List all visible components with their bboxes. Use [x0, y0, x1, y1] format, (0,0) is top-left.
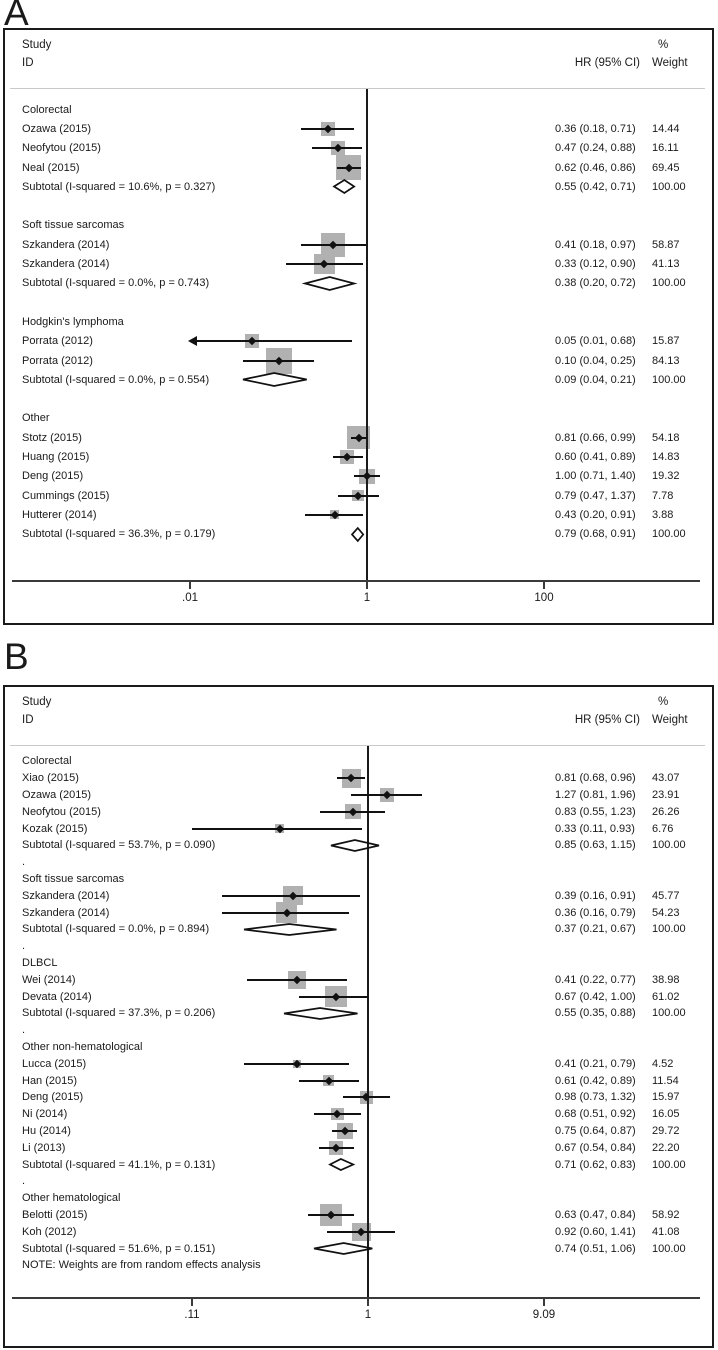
- hr-ci-value: 0.41 (0.22, 0.77): [555, 973, 636, 986]
- study-label: Stotz (2015): [22, 431, 82, 444]
- weight-value: 58.87: [652, 238, 680, 251]
- weight-value: 45.77: [652, 889, 680, 902]
- hr-ci-value: 0.47 (0.24, 0.88): [555, 142, 636, 155]
- weight-value: 100.00: [652, 180, 686, 193]
- x-axis-tick: [543, 1299, 545, 1306]
- subtotal-label: Subtotal (I-squared = 0.0%, p = 0.554): [22, 373, 210, 386]
- study-row: [0, 467, 718, 486]
- header-separator: [10, 88, 705, 89]
- study-row: [0, 988, 718, 1005]
- study-row: [0, 820, 718, 837]
- spacer-row: [0, 293, 718, 312]
- hr-ci-value: 0.62 (0.46, 0.86): [555, 161, 636, 174]
- subtotal-row: [0, 837, 718, 854]
- col-header-weight: Weight: [652, 57, 688, 69]
- study-row: [0, 254, 718, 273]
- section-label: Hodgkin's lymphoma: [22, 315, 124, 328]
- weight-value: 11.54: [652, 1074, 679, 1087]
- x-axis-tick-label: 100: [534, 592, 554, 604]
- pooled-diamond: [241, 372, 309, 387]
- hr-ci-value: 0.36 (0.16, 0.79): [555, 906, 636, 919]
- col-header-hr-ci: HR (95% CI): [574, 57, 640, 69]
- study-label: Devata (2014): [22, 990, 92, 1003]
- study-row: [0, 235, 718, 254]
- weight-value: 15.87: [652, 335, 680, 348]
- weight-value: 19.32: [652, 470, 680, 483]
- subtotal-label: Subtotal (I-squared = 41.1%, p = 0.131): [22, 1158, 216, 1171]
- spacer-row: [0, 1173, 718, 1190]
- hr-ci-value: 1.00 (0.71, 1.40): [555, 470, 636, 483]
- subtotal-label: Subtotal (I-squared = 51.6%, p = 0.151): [22, 1242, 216, 1255]
- dot-label: .: [22, 856, 26, 869]
- weight-value: 16.05: [652, 1108, 680, 1121]
- forest-panel-a: [0, 28, 718, 625]
- weight-value: 100.00: [652, 528, 686, 541]
- study-label: Szkandera (2014): [22, 258, 110, 271]
- hr-ci-value: 0.05 (0.01, 0.68): [555, 335, 636, 348]
- weight-value: 54.18: [652, 431, 680, 444]
- study-row: [0, 1072, 718, 1089]
- study-row: [0, 1055, 718, 1072]
- hr-ci-value: 0.43 (0.20, 0.91): [555, 508, 636, 521]
- study-label: Ozawa (2015): [22, 788, 92, 801]
- study-row: [0, 770, 718, 787]
- section-label: Colorectal: [22, 103, 72, 116]
- study-row: [0, 447, 718, 466]
- pooled-diamond: [329, 839, 381, 852]
- spacer-row: [0, 196, 718, 215]
- hr-ci-value: 0.41 (0.21, 0.79): [555, 1057, 636, 1070]
- panel-a-label: A: [4, 0, 29, 33]
- x-axis-tick: [189, 582, 191, 589]
- weight-value: 38.98: [652, 973, 680, 986]
- study-label: Deng (2015): [22, 1091, 84, 1104]
- hr-ci-value: 0.33 (0.12, 0.90): [555, 258, 636, 271]
- study-label: Deng (2015): [22, 470, 84, 483]
- hr-ci-value: 0.33 (0.11, 0.93): [555, 822, 635, 835]
- subtotal-row: [0, 921, 718, 938]
- study-row: [0, 904, 718, 921]
- section-header-row: [0, 216, 718, 235]
- x-axis-tick: [191, 1299, 193, 1306]
- x-axis-line: [12, 1297, 700, 1299]
- weight-value: 7.78: [652, 489, 674, 502]
- study-row: [0, 486, 718, 505]
- study-label: Szkandera (2014): [22, 889, 110, 902]
- hr-ci-value: 0.09 (0.04, 0.21): [555, 373, 636, 386]
- pooled-diamond: [332, 179, 356, 194]
- study-label: Kozak (2015): [22, 822, 88, 835]
- hr-ci-value: 0.79 (0.47, 1.37): [555, 489, 636, 502]
- hr-ci-value: 0.68 (0.51, 0.92): [555, 1108, 636, 1121]
- subtotal-row: [0, 525, 718, 544]
- study-label: Xiao (2015): [22, 772, 79, 785]
- dot-label: .: [22, 1175, 26, 1188]
- study-row: [0, 1139, 718, 1156]
- weight-value: 6.76: [652, 822, 674, 835]
- section-label: Soft tissue sarcomas: [22, 219, 125, 232]
- study-label: Szkandera (2014): [22, 238, 110, 251]
- spacer-row: [0, 854, 718, 871]
- study-label: Neal (2015): [22, 161, 80, 174]
- hr-ci-value: 0.67 (0.42, 1.00): [555, 990, 636, 1003]
- study-label: Han (2015): [22, 1074, 78, 1087]
- hr-ci-value: 0.74 (0.51, 1.06): [555, 1242, 636, 1255]
- hr-ci-value: 0.61 (0.42, 0.89): [555, 1074, 636, 1087]
- study-label: Belotti (2015): [22, 1208, 88, 1221]
- study-label: Ni (2014): [22, 1108, 68, 1121]
- hr-ci-value: 0.10 (0.04, 0.25): [555, 354, 636, 367]
- weight-value: 54.23: [652, 906, 680, 919]
- study-label: Szkandera (2014): [22, 906, 110, 919]
- col-header-study: Study: [22, 696, 52, 708]
- pooled-diamond: [242, 923, 339, 936]
- x-axis-tick-label: .01: [182, 592, 198, 604]
- hr-ci-value: 0.63 (0.47, 0.84): [555, 1208, 636, 1221]
- hr-ci-value: 0.98 (0.73, 1.32): [555, 1091, 636, 1104]
- x-axis-tick: [543, 582, 545, 589]
- note-row: [0, 1257, 718, 1274]
- weight-value: 14.44: [652, 122, 680, 135]
- study-label: Li (2013): [22, 1141, 66, 1154]
- pooled-diamond: [328, 1158, 355, 1171]
- x-axis-tick-label: 1: [363, 592, 371, 604]
- col-header-weight: Weight: [652, 714, 688, 726]
- subtotal-label: Subtotal (I-squared = 37.3%, p = 0.206): [22, 1007, 216, 1020]
- weight-value: 100.00: [652, 839, 686, 852]
- study-row: [0, 971, 718, 988]
- weight-value: 4.52: [652, 1057, 674, 1070]
- x-axis-tick: [367, 1299, 369, 1306]
- hr-ci-value: 0.60 (0.41, 0.89): [555, 450, 636, 463]
- col-header-study: Study: [22, 39, 52, 51]
- subtotal-label: Subtotal (I-squared = 53.7%, p = 0.090): [22, 839, 216, 852]
- study-label: Hu (2014): [22, 1124, 71, 1137]
- weight-value: 100.00: [652, 1242, 686, 1255]
- study-label: Wei (2014): [22, 973, 76, 986]
- section-label: Other: [22, 412, 50, 425]
- section-label: Other hematological: [22, 1192, 121, 1205]
- study-row: [0, 803, 718, 820]
- study-label: Lucca (2015): [22, 1057, 87, 1070]
- study-label: Cummings (2015): [22, 489, 110, 502]
- study-label: Koh (2012): [22, 1225, 77, 1238]
- section-header-row: [0, 871, 718, 888]
- study-label: Neofytou (2015): [22, 142, 101, 155]
- section-label: Colorectal: [22, 755, 72, 768]
- forest-panel-b: [0, 685, 718, 1348]
- section-header-row: [0, 100, 718, 119]
- study-row: [0, 158, 718, 177]
- study-row: [0, 1223, 718, 1240]
- pooled-diamond: [312, 1242, 374, 1255]
- weight-value: 41.13: [652, 258, 680, 271]
- section-label: Soft tissue sarcomas: [22, 872, 125, 885]
- section-header-row: [0, 409, 718, 428]
- section-header-row: [0, 753, 718, 770]
- weight-value: 41.08: [652, 1225, 680, 1238]
- hr-ci-value: 0.39 (0.16, 0.91): [555, 889, 636, 902]
- pooled-diamond: [350, 527, 365, 542]
- weight-value: 29.72: [652, 1124, 680, 1137]
- weight-value: 3.88: [652, 508, 674, 521]
- weight-value: 61.02: [652, 990, 680, 1003]
- ci-clipped-arrow-icon: [188, 336, 197, 346]
- hr-ci-value: 0.55 (0.35, 0.88): [555, 1007, 636, 1020]
- subtotal-label: Subtotal (I-squared = 0.0%, p = 0.743): [22, 277, 210, 290]
- study-label: Porrata (2012): [22, 335, 93, 348]
- weight-value: 100.00: [652, 1158, 686, 1171]
- col-header-id: ID: [22, 714, 34, 726]
- weight-value: 100.00: [652, 1007, 686, 1020]
- x-axis-tick-label: 1: [364, 1309, 372, 1321]
- hr-ci-value: 0.37 (0.21, 0.67): [555, 923, 636, 936]
- hr-ci-value: 0.75 (0.64, 0.87): [555, 1124, 636, 1137]
- study-row: [0, 119, 718, 138]
- section-label: DLBCL: [22, 956, 58, 969]
- study-row: [0, 332, 718, 351]
- weight-value: 69.45: [652, 161, 680, 174]
- hr-ci-value: 1.27 (0.81, 1.96): [555, 788, 636, 801]
- rows-container: [0, 753, 718, 1274]
- weight-value: 100.00: [652, 277, 686, 290]
- x-axis-tick-label: 9.09: [532, 1309, 556, 1321]
- weight-value: 15.97: [652, 1091, 680, 1104]
- subtotal-label: Subtotal (I-squared = 10.6%, p = 0.327): [22, 180, 216, 193]
- subtotal-row: [0, 1240, 718, 1257]
- panel-b-label: B: [4, 636, 29, 677]
- rows-container: [0, 100, 718, 544]
- hr-ci-value: 0.36 (0.18, 0.71): [555, 122, 636, 135]
- study-row: [0, 887, 718, 904]
- hr-ci-value: 0.81 (0.68, 0.96): [555, 772, 636, 785]
- hr-ci-value: 0.92 (0.60, 1.41): [555, 1225, 636, 1238]
- header-separator: [10, 745, 705, 746]
- weight-value: 16.11: [652, 142, 679, 155]
- weight-value: 22.20: [652, 1141, 680, 1154]
- x-axis-tick-label: .11: [184, 1309, 200, 1321]
- hr-ci-value: 0.83 (0.55, 1.23): [555, 805, 636, 818]
- weight-value: 100.00: [652, 373, 686, 386]
- pooled-diamond: [282, 1007, 360, 1020]
- study-row: [0, 1207, 718, 1224]
- subtotal-row: [0, 370, 718, 389]
- col-header-percent: %: [658, 39, 669, 51]
- study-row: [0, 351, 718, 370]
- hr-ci-value: 0.41 (0.18, 0.97): [555, 238, 636, 251]
- hr-ci-value: 0.85 (0.63, 1.15): [555, 839, 636, 852]
- hr-ci-value: 0.71 (0.62, 0.83): [555, 1158, 636, 1171]
- null-effect-line: [367, 746, 369, 1297]
- study-label: Ozawa (2015): [22, 122, 92, 135]
- hr-ci-value: 0.79 (0.68, 0.91): [555, 528, 636, 541]
- weight-value: 23.91: [652, 788, 680, 801]
- study-label: Neofytou (2015): [22, 805, 101, 818]
- weight-value: 58.92: [652, 1208, 680, 1221]
- study-row: [0, 1089, 718, 1106]
- col-header-hr-ci: HR (95% CI): [574, 714, 640, 726]
- section-header-row: [0, 1039, 718, 1056]
- note-text: NOTE: Weights are from random effects analysis: [22, 1259, 261, 1272]
- dot-label: .: [22, 1024, 26, 1037]
- study-row: [0, 1106, 718, 1123]
- subtotal-row: [0, 1005, 718, 1022]
- weight-value: 84.13: [652, 354, 680, 367]
- weight-value: 26.26: [652, 805, 680, 818]
- study-row: [0, 505, 718, 524]
- section-label: Other non-hematological: [22, 1040, 143, 1053]
- subtotal-label: Subtotal (I-squared = 0.0%, p = 0.894): [22, 923, 210, 936]
- subtotal-label: Subtotal (I-squared = 36.3%, p = 0.179): [22, 528, 216, 541]
- weight-value: 14.83: [652, 450, 680, 463]
- x-axis-tick: [366, 582, 368, 589]
- weight-value: 100.00: [652, 923, 686, 936]
- weight-value: 43.07: [652, 772, 680, 785]
- study-label: Huang (2015): [22, 450, 90, 463]
- section-header-row: [0, 1190, 718, 1207]
- spacer-row: [0, 389, 718, 408]
- col-header-id: ID: [22, 57, 34, 69]
- section-header-row: [0, 955, 718, 972]
- ci-line: [190, 340, 352, 342]
- study-label: Porrata (2012): [22, 354, 93, 367]
- dot-label: .: [22, 940, 26, 953]
- subtotal-row: [0, 1156, 718, 1173]
- study-row: [0, 428, 718, 447]
- hr-ci-value: 0.55 (0.42, 0.71): [555, 180, 636, 193]
- hr-ci-value: 0.67 (0.54, 0.84): [555, 1141, 636, 1154]
- study-label: Hutterer (2014): [22, 508, 97, 521]
- pooled-diamond: [303, 276, 356, 291]
- hr-ci-value: 0.38 (0.20, 0.72): [555, 277, 636, 290]
- subtotal-row: [0, 274, 718, 293]
- study-row: [0, 787, 718, 804]
- null-effect-line: [366, 89, 368, 580]
- spacer-row: [0, 938, 718, 955]
- section-header-row: [0, 312, 718, 331]
- x-axis-line: [12, 580, 700, 582]
- study-row: [0, 1123, 718, 1140]
- spacer-row: [0, 1022, 718, 1039]
- hr-ci-value: 0.81 (0.66, 0.99): [555, 431, 636, 444]
- col-header-percent: %: [658, 696, 669, 708]
